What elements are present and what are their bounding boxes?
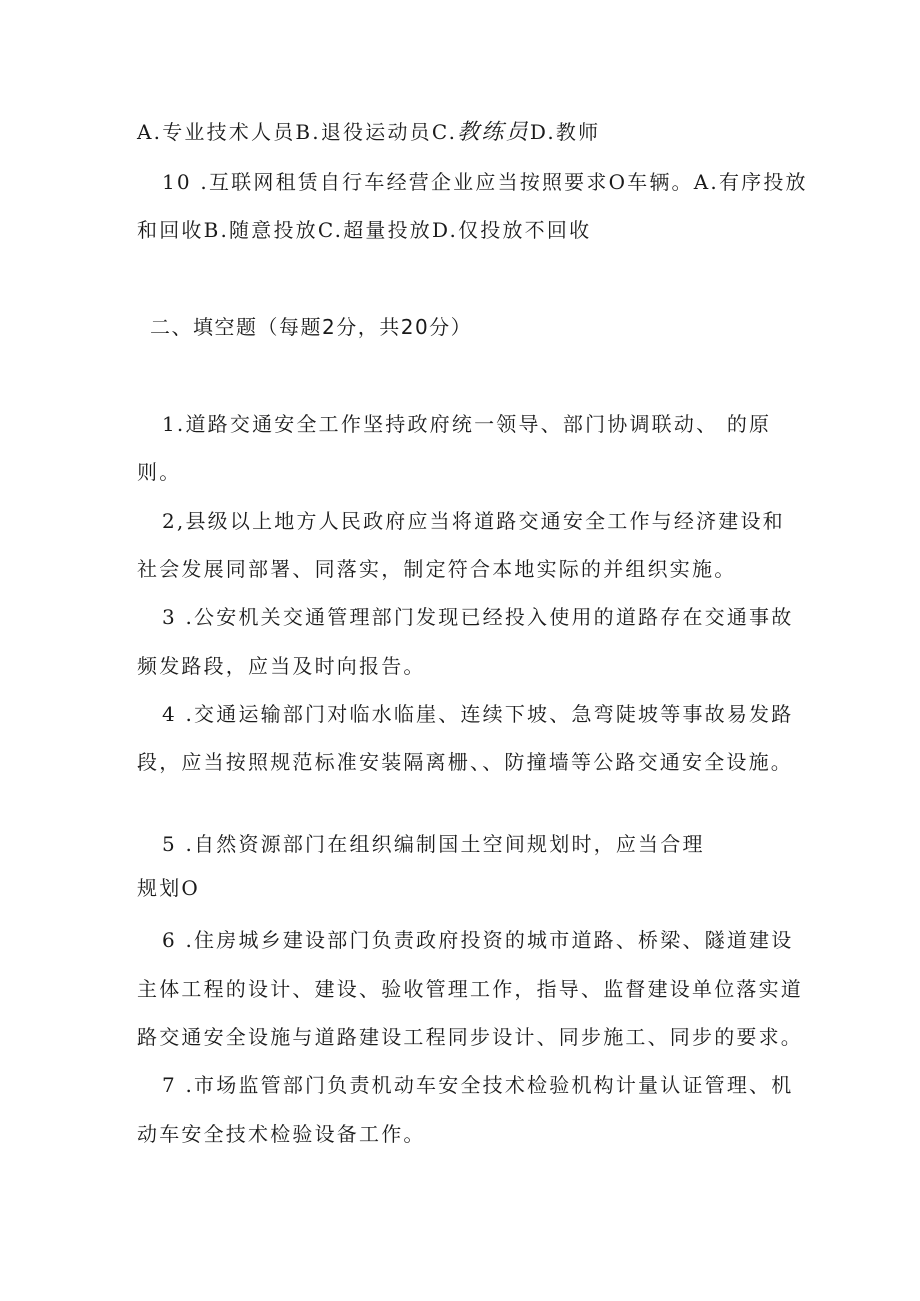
fill-5-line-1: 5 .自然资源部门在组织编制国土空间规划时，应当合理 [162,832,705,856]
fill-3-line-1: 3 .公安机关交通管理部门发现已经投入使用的道路存在交通事故 [162,605,794,629]
fill-5-line-2: 规划O [137,876,200,900]
section-2-title: 二、填空题（每题2分，共20分） [150,315,473,339]
fill-6-line-3: 路交通安全设施与道路建设工程同步设计、同步施工、同步的要求。 [137,1025,803,1049]
fill-6-line-2: 主体工程的设计、建设、验收管理工作，指导、监督建设单位落实道 [137,977,803,1001]
q9-options-text: A.专业技术人员B.退役运动员C. [137,120,458,144]
fill-1-line-2: 则。 [137,460,182,484]
fill-4-line-2: 段，应当按照规范标准安装隔离栅、、防撞墙等公路交通安全设施。 [137,750,793,774]
fill-7-line-2: 动车安全技术检验设备工作。 [137,1122,426,1146]
fill-4-line-1: 4 .交通运输部门对临水临崖、连续下坡、急弯陡坡等事故易发路 [162,702,794,726]
q10-line-2: 和回收B.随意投放C.超量投放D.仅投放不回收 [137,218,592,242]
q9-option-d-text: D.教师 [529,120,601,144]
q9-options-line [137,118,600,147]
fill-3-line-2: 频发路段，应当及时向报告。 [137,654,426,678]
fill-1-line-1: 1.道路交通安全工作坚持政府统一领导、部门协调联动、 的原 [162,412,772,436]
fill-7-line-1: 7 .市场监管部门负责机动车安全技术检验机构计量认证管理、机 [162,1073,794,1097]
fill-2-line-1: 2,县级以上地方人民政府应当将道路交通安全工作与经济建设和 [162,509,785,533]
q9-option-c-text: 教练员 [457,120,530,145]
fill-2-line-2: 社会发展同部署、同落实，制定符合本地实际的并组织实施。 [137,557,737,581]
q10-line-1: 10 .互联网租赁自行车经营企业应当按照要求O车辆。A.有序投放 [162,170,808,194]
fill-6-line-1: 6 .住房城乡建设部门负责政府投资的城市道路、桥梁、隧道建设 [162,928,794,952]
